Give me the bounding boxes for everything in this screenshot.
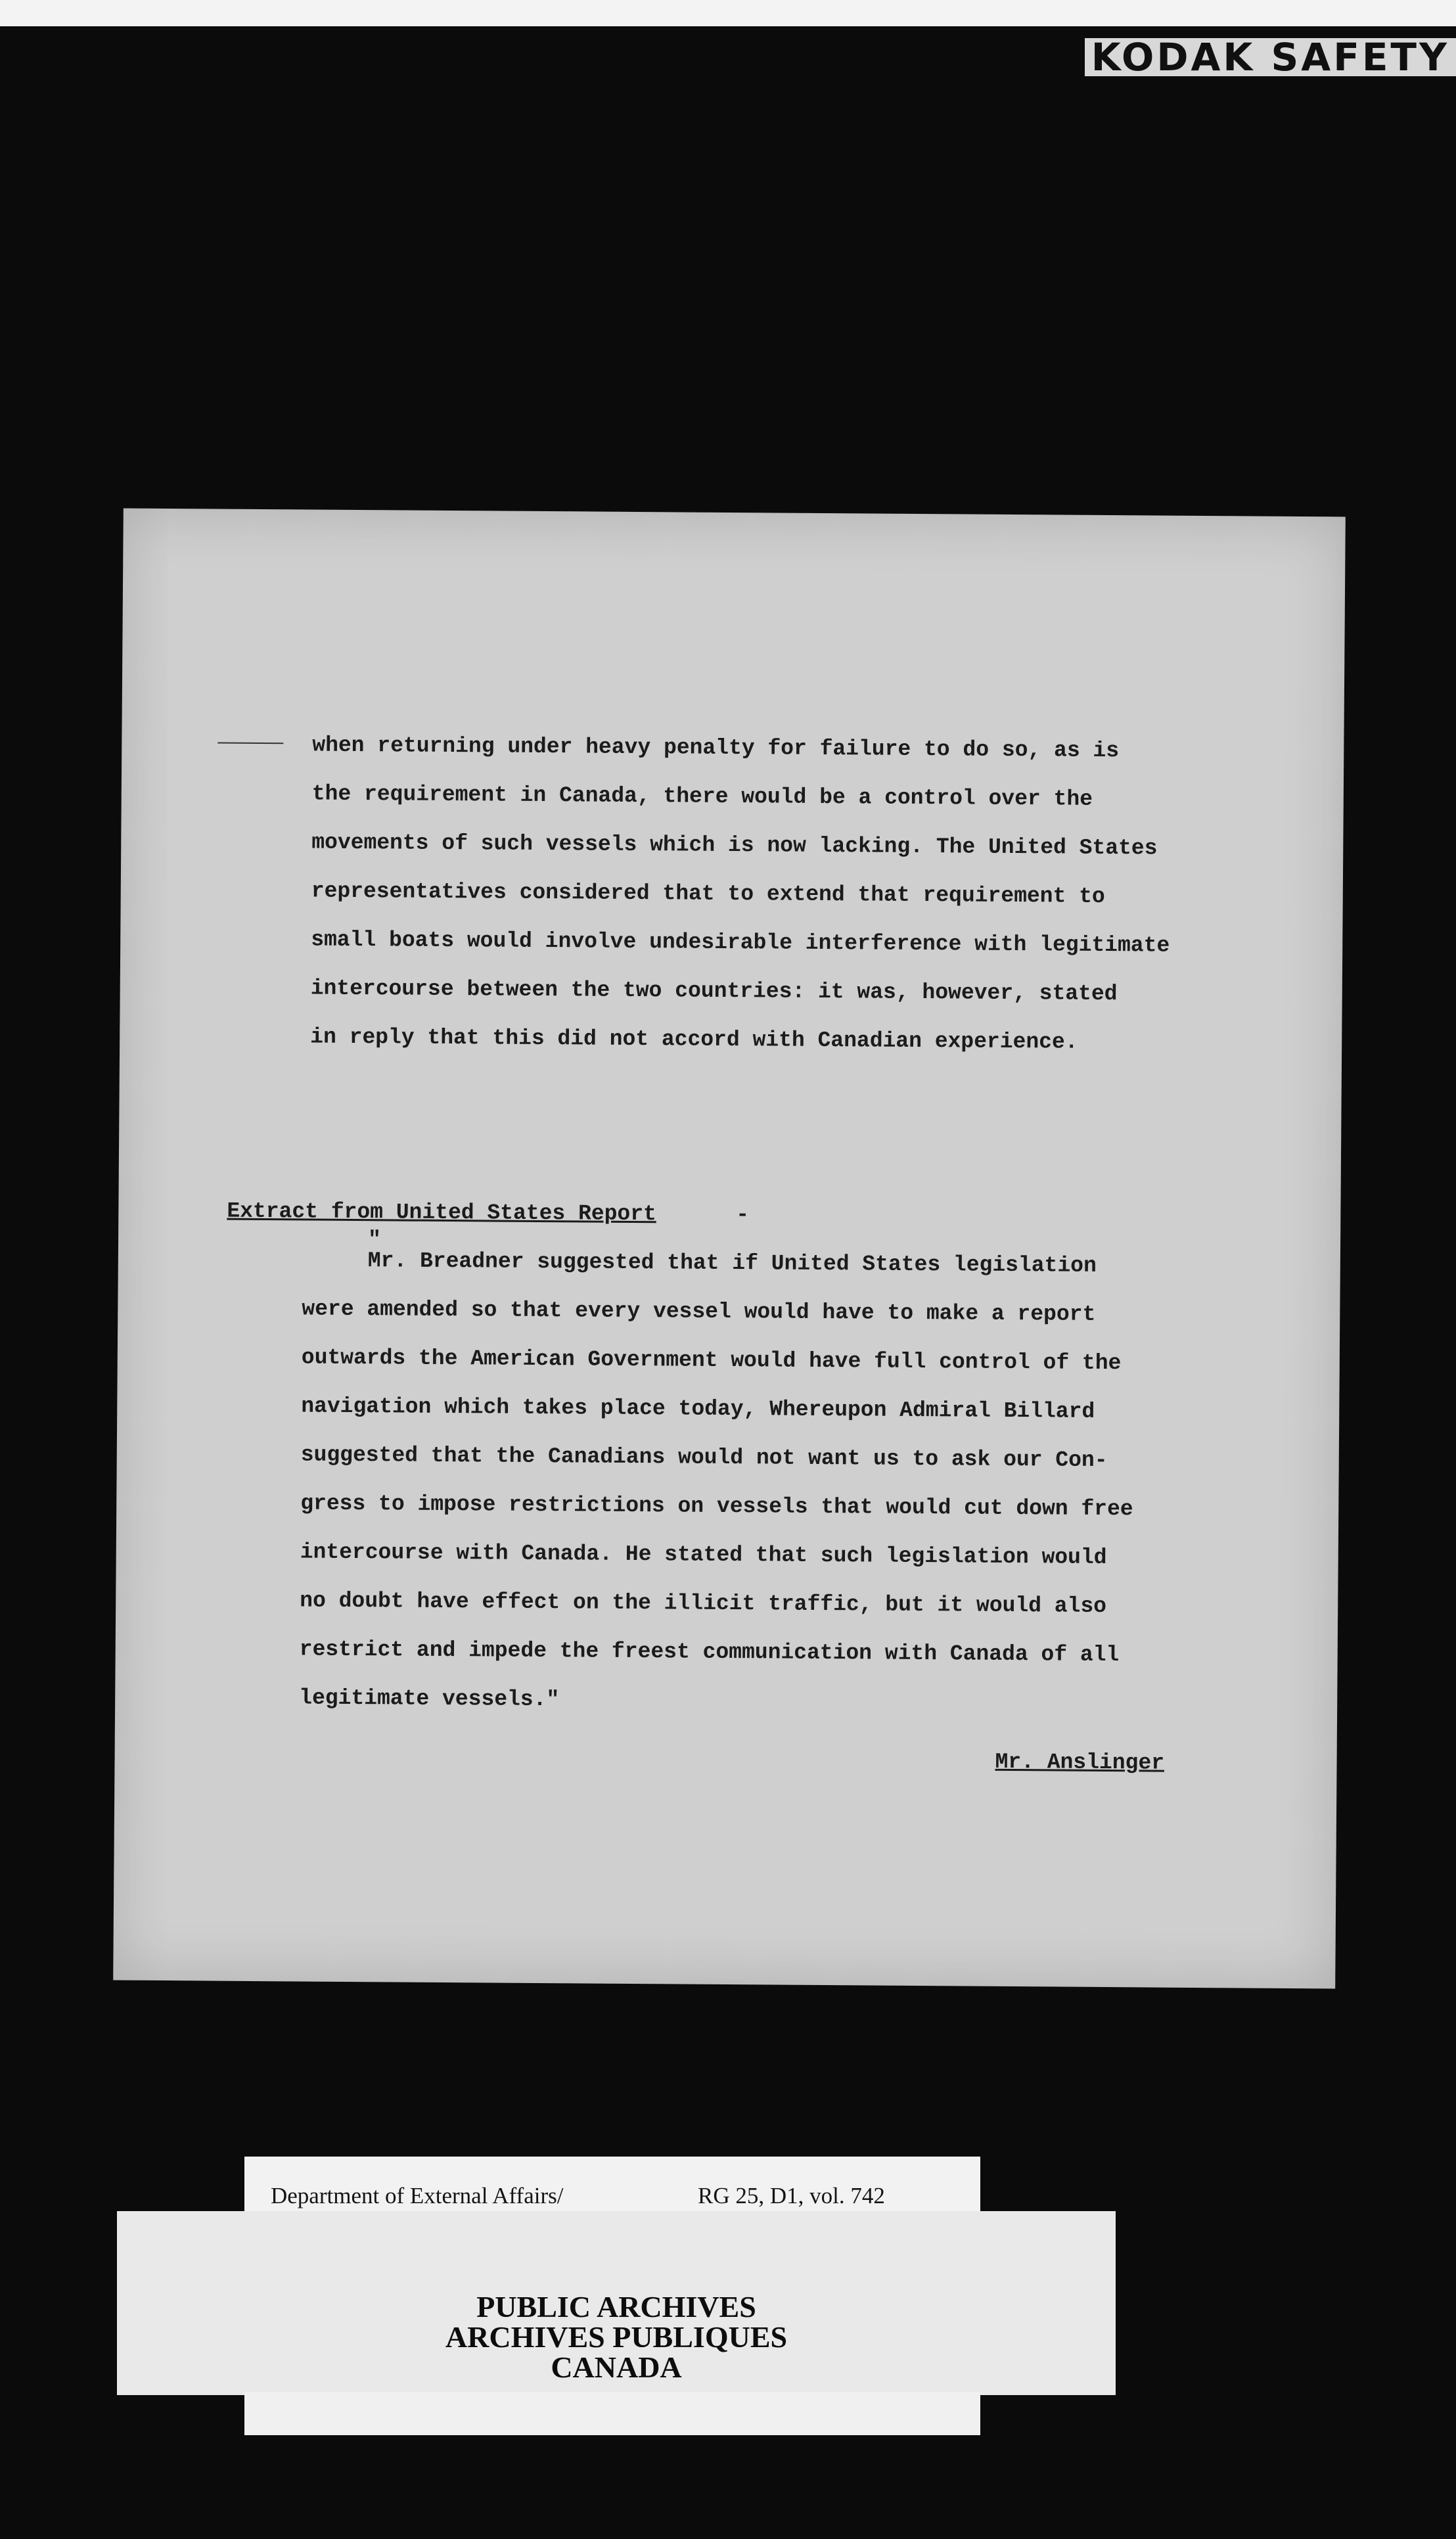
text-line: movements of such vessels which is now lacking. The United States [311,830,1158,861]
text-line: the requirement in Canada, there would be a control over the [311,781,1093,812]
extract-heading: Extract from United States Report [227,1199,657,1227]
text-line: outwards the American Government would have full control of the [301,1345,1122,1376]
text-line: were amended so that every vessel would have to make a report [302,1296,1096,1327]
record-group-reference: RG 25, D1, vol. 742 [698,2183,885,2208]
archive-stamp-line-3: CANADA [551,2350,682,2384]
text-line: representatives considered that to extend that requirement to [311,879,1105,909]
text-line: no doubt have effect on the illicit traffic, but it would also [300,1588,1107,1619]
archive-stamp-line-2: ARCHIVES PUBLIQUES [445,2320,788,2354]
text-line: suggested that the Canadians would not want us to ask our Con- [300,1442,1108,1473]
margin-dash [217,743,283,744]
text-line: legitimate vessels." [299,1685,560,1712]
text-line: intercourse with Canada. He stated that such legislation would [300,1540,1107,1570]
document-page [113,509,1346,1989]
extract-heading-dash: - [736,1202,750,1227]
archive-stamp-line-1: PUBLIC ARCHIVES [476,2290,756,2323]
text-line: navigation which takes place today, Whereupon Admiral Billard [301,1394,1095,1424]
text-line: restrict and impede the freest communication with Canada of all [299,1637,1120,1668]
text-line: when returning under heavy penalty for failure to do so, as is [312,733,1120,764]
text-line: in reply that this did not accord with Canadian experience. [310,1024,1078,1055]
opening-quote: " [367,1227,382,1252]
kodak-safety-label: KODAK SAFETY [1085,38,1456,76]
signature-name: Mr. Anslinger [995,1749,1165,1775]
department-english: Department of External Affairs/ [271,2183,564,2208]
text-line: small boats would involve undesirable interference with legitimate [311,927,1170,958]
text-line: Mr. Breadner suggested that if United States legislation [367,1248,1097,1278]
film-top-strip [0,0,1456,26]
text-line: gress to impose restrictions on vessels that would cut down free [300,1491,1133,1522]
archive-label-tail [244,2392,980,2435]
text-line: intercourse between the two countries: it was, however, stated [310,976,1118,1007]
